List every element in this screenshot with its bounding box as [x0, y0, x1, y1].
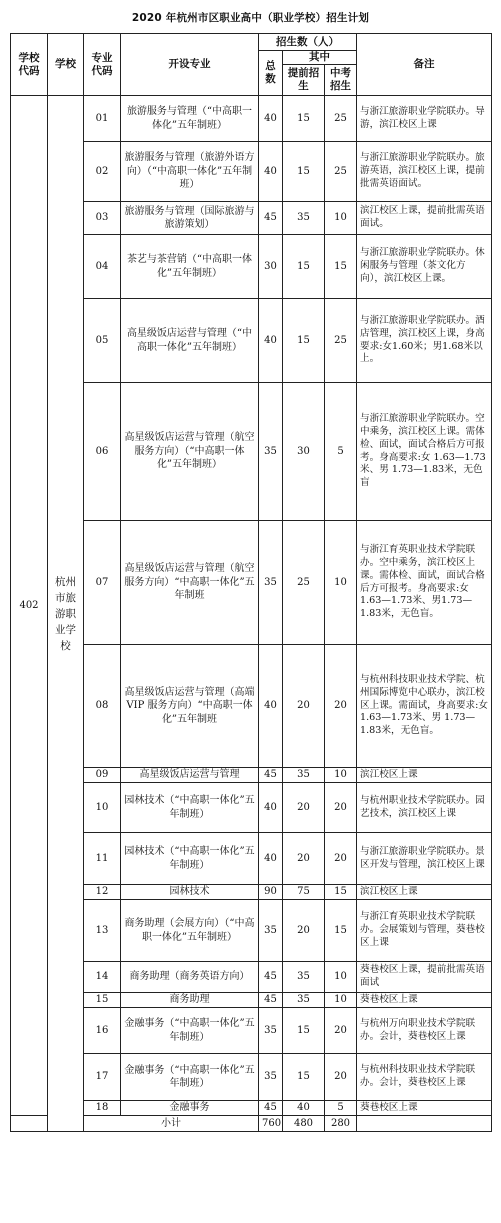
table-row [11, 833, 492, 885]
note-cell: 与浙江旅游职业学院联办。旅游英语，滨江校区上课，提前批需英语面试。 [357, 142, 492, 202]
total-cell: 40 [259, 833, 283, 885]
total-cell: 35 [259, 383, 283, 521]
table-row [11, 645, 492, 768]
total-cell: 35 [259, 1054, 283, 1101]
total-cell: 40 [259, 96, 283, 142]
major-cell: 高星级饭店运营与管理（“中高职一体化”五年制班） [121, 299, 259, 383]
exam-cell: 10 [325, 202, 357, 235]
enrollment-table [10, 33, 492, 1132]
total-cell: 35 [259, 1008, 283, 1054]
early-cell: 75 [283, 885, 325, 900]
major-code-cell: 08 [84, 645, 121, 768]
table-row [11, 96, 492, 142]
major-cell: 茶艺与茶营销（“中高职一体化”五年制班） [121, 235, 259, 299]
exam-cell: 10 [325, 993, 357, 1008]
major-cell: 商务助理 [121, 993, 259, 1008]
exam-cell: 10 [325, 768, 357, 783]
table-row [11, 383, 492, 521]
exam-cell: 20 [325, 833, 357, 885]
table-row [11, 142, 492, 202]
major-code-cell: 01 [84, 96, 121, 142]
note-cell: 葵巷校区上课 [357, 993, 492, 1008]
early-cell: 35 [283, 768, 325, 783]
note-cell: 与浙江旅游职业学院联办。景区开发与管理，滨江校区上课 [357, 833, 492, 885]
major-code-cell: 16 [84, 1008, 121, 1054]
total-cell: 40 [259, 142, 283, 202]
major-code-cell: 12 [84, 885, 121, 900]
major-code-cell: 13 [84, 900, 121, 962]
major-code-cell: 03 [84, 202, 121, 235]
page-title: 2020 年杭州市区职业高中（职业学校）招生计划 [131, 12, 370, 24]
note-cell: 滨江校区上课 [357, 885, 492, 900]
note-cell: 葵巷校区上课，提前批需英语面试 [357, 962, 492, 993]
note-cell: 与杭州职业技术学院联办。园艺技术，滨江校区上课 [357, 783, 492, 833]
header-note: 备注 [357, 34, 492, 96]
major-code-cell: 02 [84, 142, 121, 202]
early-cell: 40 [283, 1101, 325, 1116]
total-cell: 45 [259, 768, 283, 783]
header-early: 提前招生 [283, 65, 325, 96]
exam-cell: 15 [325, 235, 357, 299]
exam-cell: 10 [325, 962, 357, 993]
header-major: 开设专业 [121, 34, 259, 96]
subtotal-early: 480 [283, 1116, 325, 1132]
note-cell: 与杭州科技职业技术学院、杭州国际博览中心联办，滨江校区上课。需面试，身高要求:女 1.63—1.73米、男 1.73—1.83米，无色盲。 [357, 645, 492, 768]
exam-cell: 5 [325, 1101, 357, 1116]
table-row [11, 1101, 492, 1116]
note-cell: 滨江校区上课，提前批需英语面试。 [357, 202, 492, 235]
major-cell: 园林技术 [121, 885, 259, 900]
note-cell: 与浙江旅游职业学院联办。酒店管理，滨江校区上课，身高要求:女1.60米；男1.68米以上。 [357, 299, 492, 383]
table-row [11, 783, 492, 833]
exam-cell: 25 [325, 299, 357, 383]
total-cell: 45 [259, 962, 283, 993]
early-cell: 15 [283, 96, 325, 142]
note-cell: 与浙江旅游职业学院联办。导游，滨江校区上课 [357, 96, 492, 142]
header-row-1 [11, 34, 492, 51]
table-row [11, 768, 492, 783]
major-cell: 金融事务（“中高职一体化”五年制班） [121, 1008, 259, 1054]
total-cell: 30 [259, 235, 283, 299]
table-row [11, 202, 492, 235]
header-enroll: 招生数（人） [259, 34, 357, 51]
exam-cell: 15 [325, 900, 357, 962]
exam-cell: 20 [325, 1008, 357, 1054]
note-cell: 与浙江旅游职业学院联办。空中乘务，滨江校区上课。需体检、面试，面试合格后方可报考。身高要求:女 1.63—1.73米、男 1.73—1.83米，无色盲 [357, 383, 492, 521]
major-cell: 旅游服务与管理（旅游外语方向）（“中高职一体化”五年制班） [121, 142, 259, 202]
table-row [11, 885, 492, 900]
table-row [11, 235, 492, 299]
major-code-cell: 10 [84, 783, 121, 833]
major-cell: 高星级饭店运营与管理（航空服务方向）（“中高职一体化”五年制班） [121, 383, 259, 521]
exam-cell: 25 [325, 142, 357, 202]
total-cell: 45 [259, 1101, 283, 1116]
total-cell: 45 [259, 202, 283, 235]
major-code-cell: 05 [84, 299, 121, 383]
school-name-cell: 杭州市旅游职业学校 [48, 96, 84, 1132]
total-cell: 45 [259, 993, 283, 1008]
note-cell: 滨江校区上课 [357, 768, 492, 783]
major-cell: 商务助理（会展方向）（“中高职一体化”五年制班） [121, 900, 259, 962]
major-cell: 金融事务 [121, 1101, 259, 1116]
table-row [11, 993, 492, 1008]
table-row [11, 1008, 492, 1054]
total-cell: 40 [259, 645, 283, 768]
note-cell: 与浙江旅游职业学院联办。休闲服务与管理（茶文化方向），滨江校区上课。 [357, 235, 492, 299]
header-total: 总数 [259, 51, 283, 96]
total-cell: 90 [259, 885, 283, 900]
note-cell: 与浙江育英职业技术学院联办。空中乘务，滨江校区上课。需体检、面试，面试合格后方可报考。身高要求:女1.63—1.73米、男1.73—1.83米，无色盲。 [357, 521, 492, 645]
early-cell: 20 [283, 900, 325, 962]
note-cell: 葵巷校区上课 [357, 1101, 492, 1116]
note-cell: 与浙江育英职业技术学院联办。会展策划与管理，葵巷校区上课 [357, 900, 492, 962]
major-code-cell: 11 [84, 833, 121, 885]
major-code-cell: 04 [84, 235, 121, 299]
total-cell: 35 [259, 521, 283, 645]
school-code-cell: 402 [11, 96, 48, 1116]
major-cell: 旅游服务与管理（“中高职一体化”五年制班） [121, 96, 259, 142]
subtotal-total: 760 [259, 1116, 283, 1132]
table-row [11, 962, 492, 993]
exam-cell: 20 [325, 1054, 357, 1101]
major-code-cell: 15 [84, 993, 121, 1008]
subtotal-empty-note [357, 1116, 492, 1132]
total-cell: 35 [259, 900, 283, 962]
major-code-cell: 18 [84, 1101, 121, 1116]
subtotal-row [11, 1116, 492, 1132]
subtotal-label: 小计 [84, 1116, 259, 1132]
early-cell: 15 [283, 235, 325, 299]
total-cell: 40 [259, 783, 283, 833]
early-cell: 35 [283, 962, 325, 993]
subtotal-empty-code [11, 1116, 48, 1132]
major-code-cell: 09 [84, 768, 121, 783]
major-cell: 园林技术（“中高职一体化”五年制班） [121, 783, 259, 833]
table-row [11, 1054, 492, 1101]
early-cell: 15 [283, 1008, 325, 1054]
major-code-cell: 14 [84, 962, 121, 993]
table-body [11, 96, 492, 1132]
early-cell: 20 [283, 783, 325, 833]
exam-cell: 15 [325, 885, 357, 900]
header-exam: 中考招生 [325, 65, 357, 96]
note-cell: 与杭州万向职业技术学院联办。会计，葵巷校区上课 [357, 1008, 492, 1054]
major-cell: 高星级饭店运营与管理（航空服务方向）“中高职一体化”五年制班 [121, 521, 259, 645]
major-cell: 高星级饭店运营与管理 [121, 768, 259, 783]
major-cell: 旅游服务与管理（国际旅游与旅游策划） [121, 202, 259, 235]
header-school: 学校 [48, 34, 84, 96]
table-row [11, 521, 492, 645]
header-school-code: 学校代码 [11, 34, 48, 96]
major-cell: 商务助理（商务英语方向） [121, 962, 259, 993]
exam-cell: 10 [325, 521, 357, 645]
subtotal-exam: 280 [325, 1116, 357, 1132]
early-cell: 25 [283, 521, 325, 645]
early-cell: 20 [283, 645, 325, 768]
table-row [11, 299, 492, 383]
header-major-code: 专业代码 [84, 34, 121, 96]
table-row [11, 900, 492, 962]
exam-cell: 20 [325, 645, 357, 768]
early-cell: 20 [283, 833, 325, 885]
major-code-cell: 17 [84, 1054, 121, 1101]
early-cell: 35 [283, 202, 325, 235]
major-cell: 高星级饭店运营与管理（高端 VIP 服务方向）“中高职一体化”五年制班 [121, 645, 259, 768]
early-cell: 15 [283, 142, 325, 202]
major-code-cell: 06 [84, 383, 121, 521]
major-cell: 园林技术（“中高职一体化”五年制班） [121, 833, 259, 885]
header-among: 其中 [283, 51, 357, 65]
major-cell: 金融事务（“中高职一体化”五年制班） [121, 1054, 259, 1101]
exam-cell: 20 [325, 783, 357, 833]
early-cell: 35 [283, 993, 325, 1008]
exam-cell: 5 [325, 383, 357, 521]
early-cell: 15 [283, 299, 325, 383]
note-cell: 与杭州科技职业技术学院联办。会计，葵巷校区上课 [357, 1054, 492, 1101]
exam-cell: 25 [325, 96, 357, 142]
total-cell: 40 [259, 299, 283, 383]
major-code-cell: 07 [84, 521, 121, 645]
early-cell: 30 [283, 383, 325, 521]
early-cell: 15 [283, 1054, 325, 1101]
